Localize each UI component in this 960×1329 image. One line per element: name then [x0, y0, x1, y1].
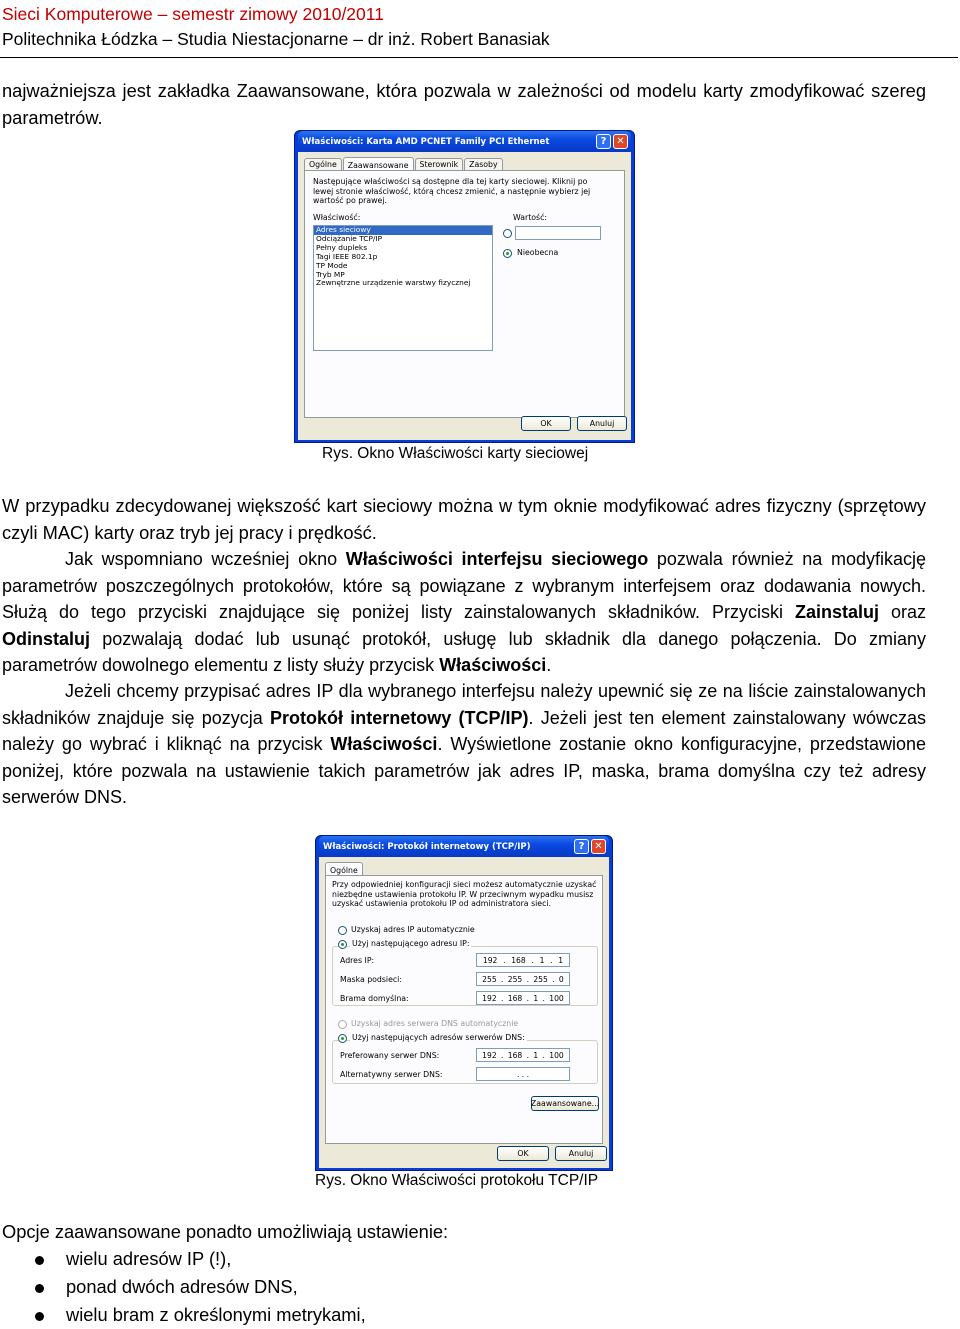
general-panel	[325, 875, 603, 1144]
auto-ip-label: Uzyskaj adres IP automatycznie	[351, 925, 475, 934]
value-input[interactable]	[515, 226, 601, 240]
bold-term: Protokół internetowy (TCP/IP)	[270, 707, 529, 728]
auto-dns-label: Uzyskaj adres serwera DNS automatycznie	[351, 1019, 519, 1028]
octet: 0	[558, 974, 564, 984]
dialog-title: Właściwości: Protokół internetowy (TCP/IP)	[323, 841, 531, 852]
list-item[interactable]: TP Mode	[316, 260, 348, 270]
cancel-button[interactable]: Anuluj	[555, 1146, 607, 1161]
gateway-field[interactable]: 192 . 168 . 1 . 100	[476, 991, 570, 1005]
octet: 255	[533, 974, 548, 984]
manual-ip-label: Użyj następującego adresu IP:	[352, 939, 470, 948]
text: pozwala również na modyfikację parametrów poszczególnych protokołów, które są powiązane z wybranym interfejsem oraz dodawania nowych. Służą do tego przyciski znajdujące się poniżej listy zainstalowanych składników. Przyciski	[2, 549, 926, 622]
ip-address-label: Adres IP:	[340, 956, 375, 965]
figure-caption-1: Rys. Okno Właściwości karty sieciowej	[322, 445, 589, 462]
alternate-dns-field[interactable]: . . .	[476, 1067, 570, 1081]
network-card-dialog	[294, 130, 635, 443]
bullet-icon	[35, 1256, 44, 1265]
panel-description: Przy odpowiedniej konfiguracji sieci możesz automatycznie uzyskać niezbędne ustawienia protokołu IP. W przeciwnym wypadku musisz uzyskać ustawienia protokołu IP od administratora sieci.	[332, 880, 597, 908]
paragraph-mac: W przypadku zdecydowanej większość kart sieciowy można w tym oknie modyfikować adres fizyczny (sprzętowy czyli MAC) karty oraz tryb jej pracy i prędkość.	[2, 495, 926, 543]
list-item[interactable]: Zewnętrzne urządzenie warstwy fizycznej	[316, 278, 471, 288]
text: . Wyświetlone zostanie okno konfiguracyjne, przedstawione poniżej, które pozwala na ustawienie takich parametrów jak adres IP, maska, brama domyślna czy też adresy serwerów DNS.	[2, 734, 927, 807]
preferred-dns-label: Preferowany serwer DNS:	[340, 1051, 440, 1060]
bold-term: Zainstaluj	[794, 602, 879, 622]
octet: 168	[507, 1050, 523, 1060]
options-intro: Opcje zaawansowane ponadto umożliwiają ustawienie:	[2, 1221, 449, 1242]
dialog-tabs	[298, 152, 631, 170]
bullet-icon	[35, 1284, 44, 1293]
advanced-panel	[304, 170, 625, 418]
text: Jak wspomniano wcześniej okno	[65, 549, 346, 569]
close-icon[interactable]: ✕	[591, 839, 606, 854]
cancel-button[interactable]: Anuluj	[577, 416, 627, 431]
bullet-text: ponad dwóch adresów DNS,	[66, 1276, 298, 1297]
octet: 192	[482, 993, 497, 1003]
dialog-titlebar	[319, 836, 609, 857]
octet: 1	[533, 993, 539, 1003]
not-present-radio[interactable]	[503, 249, 512, 258]
preferred-dns-field[interactable]: 192 . 168 . 1 . 100	[476, 1048, 570, 1062]
auto-ip-radio[interactable]	[338, 926, 347, 935]
close-icon[interactable]: ✕	[613, 134, 628, 149]
header-divider	[0, 57, 958, 58]
list-item[interactable]: Pełny dupleks	[316, 242, 368, 252]
octet: 255	[507, 974, 523, 984]
figure-caption-2: Rys. Okno Właściwości protokołu TCP/IP	[315, 1172, 599, 1189]
list-item[interactable]: Tagi IEEE 802.1p	[316, 251, 378, 261]
octet: 255	[482, 974, 497, 984]
ok-button[interactable]: OK	[497, 1146, 549, 1161]
help-icon[interactable]: ?	[574, 839, 589, 854]
paragraph-tcpip	[2, 678, 926, 811]
bullet-text: wielu bram z określonymi metrykami,	[66, 1304, 366, 1325]
text: . Jeżeli jest ten element zainstalowany wówczas należy go wybrać i kliknąć na przycisk	[2, 707, 927, 754]
text: Jeżeli chcemy przypisać adres IP dla wybranego interfejsu należy upewnić się ze na liście zainstalowanych składników znajduje się pozycja	[2, 681, 926, 728]
tab-resources[interactable]: Zasoby	[464, 158, 503, 170]
advanced-button[interactable]: Zaawansowane...	[531, 1096, 599, 1111]
list-item[interactable]: Adres sieciowy	[314, 226, 492, 235]
value-label: Wartość:	[513, 213, 547, 222]
manual-dns-radio[interactable]	[338, 1034, 347, 1043]
dialog-title: Właściwości: Karta AMD PCNET Family PCI Ethernet	[302, 136, 550, 147]
list-item[interactable]: Odciążanie TCP/IP	[316, 233, 383, 243]
auto-dns-radio[interactable]	[338, 1020, 347, 1029]
gateway-label: Brama domyślna:	[340, 994, 409, 1003]
dialog-titlebar	[298, 131, 631, 152]
manual-dns-label: Użyj następujących adresów serwerów DNS:	[352, 1033, 525, 1042]
bullet-icon	[35, 1312, 44, 1321]
octet: 1	[558, 955, 564, 965]
octet: 100	[549, 993, 564, 1003]
octet: 168	[507, 993, 523, 1003]
octet: 192	[482, 955, 498, 965]
tab-advanced[interactable]: Zaawansowane	[343, 157, 414, 171]
list-item[interactable]: Tryb MP	[316, 269, 345, 279]
octet: 1	[539, 955, 545, 965]
property-label: Właściwość:	[313, 213, 361, 222]
header-university: Politechnika Łódzka – Studia Niestacjonarne – dr inż. Robert Banasiak	[2, 29, 550, 49]
octet: 100	[549, 1050, 564, 1060]
octet: 168	[511, 955, 526, 965]
subnet-mask-label: Maska podsieci:	[340, 975, 402, 984]
alternate-dns-label: Alternatywny serwer DNS:	[340, 1070, 443, 1079]
tab-driver[interactable]: Sterownik	[415, 158, 464, 170]
bold-term: Właściwości	[330, 734, 438, 754]
tcpip-dialog	[315, 835, 613, 1171]
bold-term: Właściwości interfejsu sieciowego	[345, 549, 649, 569]
intro-paragraph: najważniejsza jest zakładka Zaawansowane, która pozwala w zależności od modelu karty zmodyfikować szereg parametrów.	[2, 80, 926, 128]
help-icon[interactable]: ?	[596, 134, 611, 149]
paragraph-interface	[2, 546, 926, 679]
header-course-title: Sieci Komputerowe – semestr zimowy 2010/2011	[2, 4, 384, 24]
not-present-label: Nieobecna	[517, 248, 559, 257]
dialog-tabs	[319, 857, 609, 875]
bold-term: Właściwości	[439, 655, 547, 675]
octet: 1	[533, 1050, 539, 1060]
manual-ip-radio[interactable]	[338, 940, 347, 949]
subnet-mask-field[interactable]: 255 . 255 . 255 . 0	[476, 972, 570, 986]
ip-address-field[interactable]: 192 . 168 . 1 . 1	[476, 953, 570, 967]
tab-general[interactable]: Ogólne	[325, 862, 363, 876]
bullet-text: wielu adresów IP (!),	[66, 1248, 232, 1269]
text: oraz	[879, 602, 926, 622]
octet: 192	[482, 1050, 497, 1060]
ok-button[interactable]: OK	[521, 416, 571, 431]
tab-general[interactable]: Ogólne	[304, 158, 342, 170]
bold-term: Odinstaluj	[2, 628, 91, 649]
text: pozwalają dodać lub usunąć protokół, usługę lub składnik dla danego połączenia. Do zmiany parametrów dowolnego elementu z listy służy przycisk	[2, 628, 926, 675]
panel-description: Następujące właściwości są dostępne dla tej karty sieciowej. Kliknij po lewej stronie właściwość, którą chcesz zmienić, a następnie wybierz jej wartość po prawej.	[313, 177, 591, 205]
text: .	[546, 655, 552, 675]
value-radio[interactable]	[503, 229, 512, 238]
property-list[interactable]	[313, 225, 493, 351]
